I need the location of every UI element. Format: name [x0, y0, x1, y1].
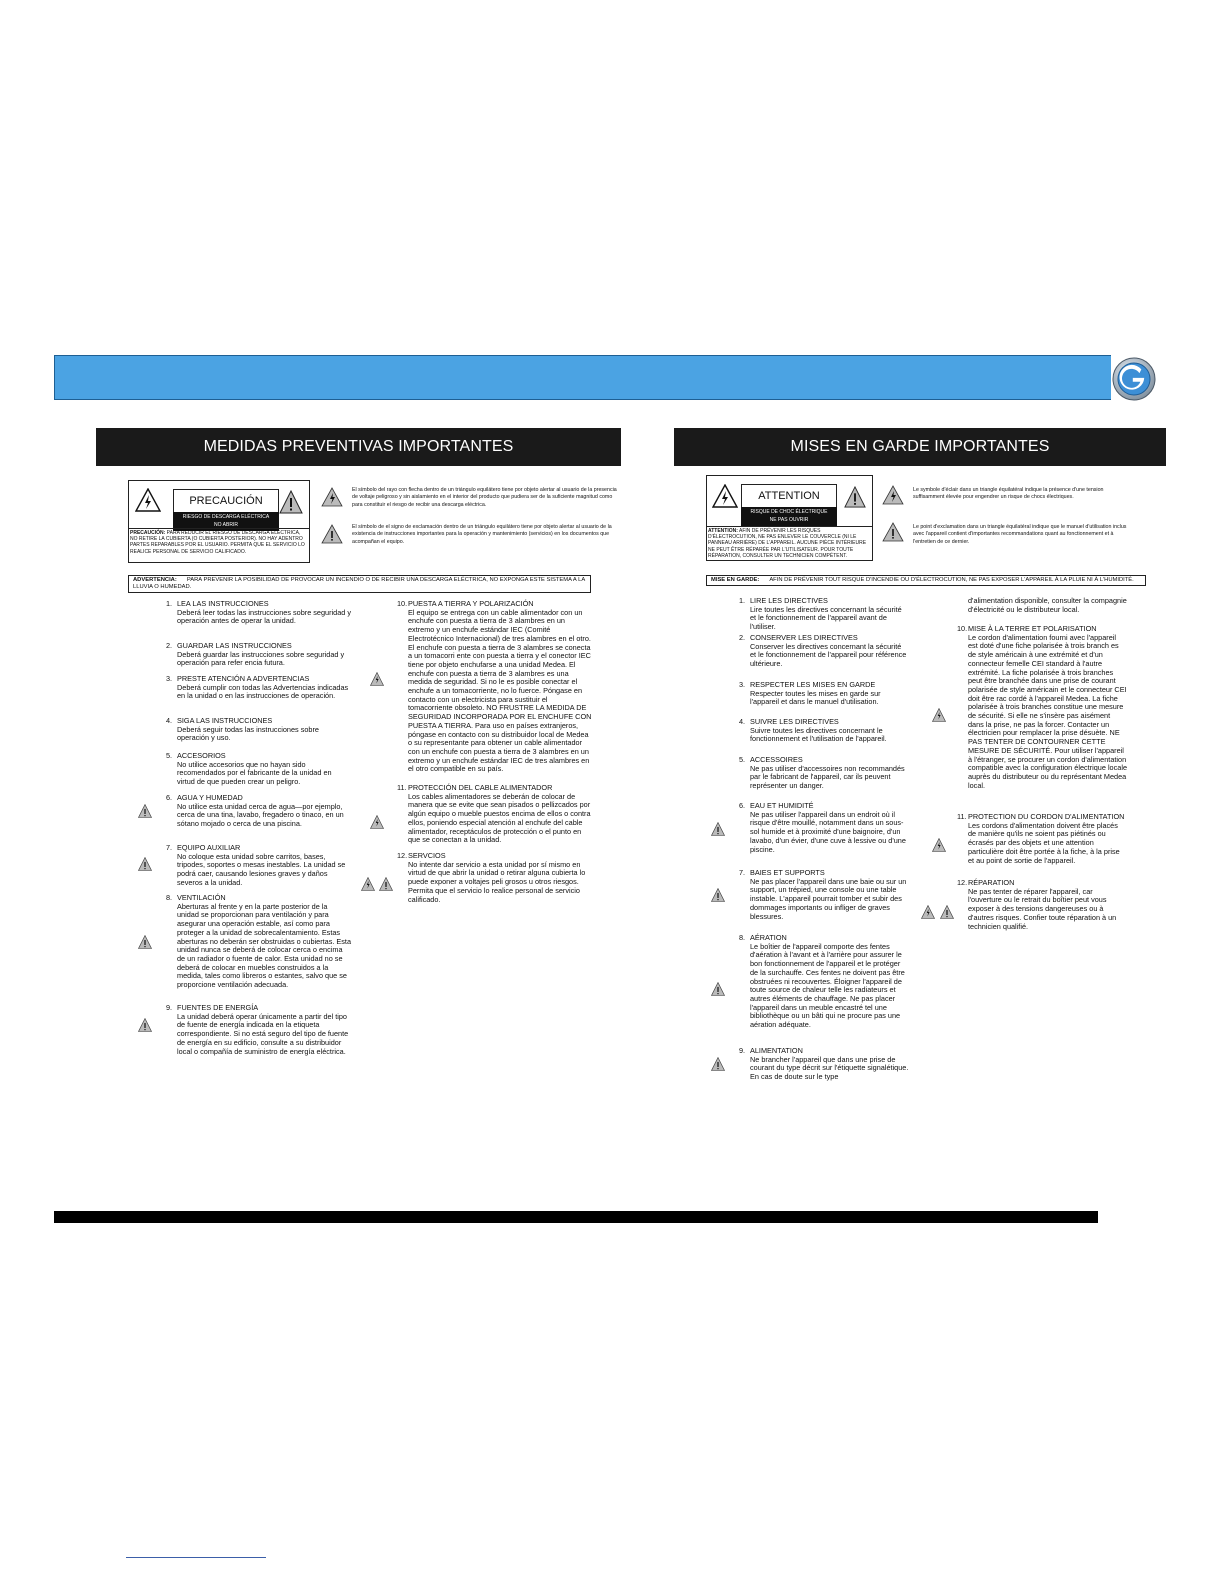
section-title-es: MEDIDAS PREVENTIVAS IMPORTANTES: [96, 428, 621, 466]
exclamation-triangle-icon: [379, 877, 393, 891]
caution-sub-fr: RISQUE DE CHOC ÉLECTRIQUE NE PAS OUVRIR: [741, 507, 837, 526]
symbol-bolt-text-fr: Le symbole d'éclair dans un triangle équilatéral indique la présence d'une tension suffisamment élevée pour engendrer un risque de chocs électriques.: [913, 487, 1104, 501]
list-item: 12.SERVCIOS No intente dar servicio a esta unidad por sí mismo en virtud de que abrir la unidad o retirar alguna cubierta lo puede exponer a voltajes peli grosos u otros riesgos. Permita que el servicio lo realice personal de servicio calificado.: [397, 851, 586, 904]
lightning-triangle-icon: [370, 815, 384, 829]
exclamation-triangle-icon: [711, 888, 725, 902]
list-item: 12.RÉPARATION Ne pas tenter de réparer l'appareil, car l'ouverture ou le retrait du boîtier peut vous exposer à des tensions dangereuses ou à d'autres risques. Confier toute réparation à un technicien qualifié.: [957, 878, 1117, 931]
warning-box-fr: MISE EN GARDE: AFIN DE PRÉVENIR TOUT RISQUE D'INCENDIE OU D'ÉLECTROCUTION, NE PAS EXPOSER L'APPAREIL À LA PLUIE NI À L'HUMIDITÉ.: [706, 575, 1146, 586]
footer-rule: [126, 1557, 266, 1558]
list-item: 1. LEA LAS INSTRUCCIONES Deberá leer todas las instrucciones sobre seguridad y operación antes de operar la unidad.: [166, 599, 352, 626]
list-item: 2. CONSERVER LES DIRECTIVES Conserver les directives concernant la sécurité et le fonctionnement de l'appareil pour référence ultérieure.: [739, 633, 907, 669]
list-item: 11.PROTECTION DU CORDON D'ALIMENTATION Les cordons d'alimentation doivent être placés de manière qu'ils ne soient pas piétinés ou écrasés par des objets et une attention particulière doit être portée à la fiche, à la prise et au point de sortie de l'appareil.: [957, 812, 1125, 865]
symbol-exclaim-text-es: El símbolo de el signo de exclamación dentro de un triángulo equilátero tiene por objeto alertar al usuario de la existencia de instrucciones importantes para la operación y mantenimiento (servicios) en los documentos que acompañan el equipo.: [352, 524, 612, 545]
header-band: [54, 355, 1111, 400]
list-item: 5. ACCESSOIRES Ne pas utiliser d'accessoires non recommandés par le fabricant de l'appareil, car ils peuvent représenter un danger.: [739, 755, 905, 791]
french-section: [674, 428, 1166, 466]
list-item: 10.MISE À LA TERRE ET POLARISATION Le cordon d'alimentation fourni avec l'appareil est doté d'une fiche polarisée à trois branch es de style américain à une extrémité et d'un connecteur femelle CEI standard à l'autre extrémité. La fiche polarisée à trois branches peut être branchée dans une prise de courant polarisée de style américain et le connecteur CEI doit être rac cordé à l'appareil Medea. La fiche polarisée à trois branches constitue une mesure de sécurité. Si elle ne s'insère pas aisément dans la prise, ne pas la forcer. Contacter un électricien pour remplacer la prise désuète. NE PAS TENTER DE CONTOURNER CETTE MESURE DE SÉCURITÉ. Pour utiliser l'appareil à l'étranger, se procurer un cordon d'alimentation compatible avec la configuration électrique locale auprès du distributeur ou du représentant Medea local.: [957, 624, 1128, 790]
lightning-triangle-icon: [921, 905, 935, 919]
exclamation-triangle-icon: [321, 524, 343, 544]
spanish-section: [96, 428, 621, 466]
exclamation-triangle-icon: [844, 486, 866, 508]
exclamation-triangle-icon: [711, 822, 725, 836]
footer-bar: [54, 1211, 1098, 1223]
list-item: 11.PROTECCIÓN DEL CABLE ALIMENTADOR Los cables alimentadores se deberán de colocar de manera que se evite que sean pisados o pellizcados por algún equipo o mueble puestos encima de ellos o contra ellos, poniendo especial atención al enchufe del cable alimentador, receptáculos de protección o el punto en que se conectan a la unidad.: [397, 783, 591, 845]
symbol-bolt-text-es: El símbolo del rayo con flecha dentro de un triángulo equilátero tiene por objeto alertar al usuario de la presencia de voltaje peligroso y sin aislamiento en el interior del producto que pudiera ser de la suficiente magnitud como para constituir el riesgo de recibir una descarga eléctrica.: [352, 487, 617, 508]
lightning-triangle-icon: [370, 672, 384, 686]
warning-box-es: ADVERTENCIA: PARA PREVENIR LA POSIBILIDAD DE PROVOCAR UN INCENDIO O DE RECIBIR UNA DESCARGA ELÉCTRICA, NO EXPONGA ESTE SISTEMA A LA LLUVIA O HUMEDAD.: [128, 575, 591, 593]
exclamation-triangle-icon: [882, 522, 904, 542]
symbol-exclaim-text-fr: Le point d'exclamation dans un triangle équilatéral indique que le manuel d'utilisation inclus avec l'appareil contient d'importantes recommandations quant au fonctionnement et à l'entretien de ce dernier.: [913, 524, 1127, 545]
list-item: 6. AGUA Y HUMEDAD No utilice esta unidad cerca de agua—por ejemplo, cerca de una tina, lavabo, fregadero o tinaco, en un sótano mojado o cerca de una piscina.: [166, 793, 344, 829]
list-item: 8. AÉRATION Le boîtier de l'appareil comporte des fentes d'aération à l'avant et à l'arrière pour assurer le bon fonctionnement de l'appareil et le protéger de la surchauffe. Ces fentes ne doivent pas être obstruées ni recouvertes. Éloigner l'appareil de toute source de chaleur telle les radiateurs et autres éléments de chauffage. Ne pas placer l'appareil dans un meuble encastré tel une bibliothèque ou un bâti qui ne procure pas une aération adéquate.: [739, 933, 905, 1030]
list-item: 5. ACCESORIOS No utilice accesorios que no hayan sido recomendados por el fabricante de la unidad en virtud de que pueden crear un peligro.: [166, 751, 332, 787]
exclamation-triangle-icon: [138, 935, 152, 949]
caution-note-fr: ATTENTION: AFIN DE PRÉVENIR LES RISQUES D'ÉLECTROCUTION, NE PAS ENLEVER LE COUVERCLE (NI LE PANNEAU ARRIÈRE) DE L'APPAREIL. AUCUNE PIÈCE INTÉRIEURE NE PEUT ÊTRE RÉPARÉE PAR L'UTILISATEUR. POUR TOUTE RÉPARATION, CONSULTER UN TECHNICIEN COMPÉTENT.: [708, 528, 867, 559]
exclamation-triangle-icon: [711, 1057, 725, 1071]
lightning-triangle-icon: [932, 708, 946, 722]
list-item: 9. FUENTES DE ENERGÍA La unidad deberá operar únicamente a partir del tipo de fuente de energía indicada en la etiqueta correspondiente. Si no está seguro del tipo de fuente de energía en su edificio, consulte a su distribuidor local o compañía de suministro de energía eléctrica.: [166, 1003, 349, 1056]
list-item: 6. EAU ET HUMIDITÉ Ne pas utiliser l'appareil dans un endroit où il risque d'être mouillé, notamment dans un sous-sol humide et à proximité d'une baignoire, d'un lavabo, d'un évier, d'une cuve à lessive ou d'une piscine.: [739, 801, 906, 854]
caution-note-es: PRECAUCIÓN: PARA REDUCIR EL RIESGO DE DESCARGA ELÉCTRICA, NO RETIRE LA CUBIERTA (O CUBIERTA POSTERIOR). NO HAY ADENTRO PARTES REPARABLES POR EL USUARIO. PERMITA QUE EL SERVICIO LO REALICE PERSONAL DE SERVICIO CALIFICADO.: [130, 530, 305, 555]
exclamation-triangle-icon: [279, 490, 303, 514]
list-item: 8. VENTILACIÓN Aberturas al frente y en la parte posterior de la unidad se proporcionan para ventilación y para asegurar una operación estable, así como para proteger a la unidad de sobrecalentamiento. Estas aberturas no deberán ser obstruidas o cubiertas. Esta unidad nunca se deberá de colocar cerca o encima de un radiador o fuente de calor. Esta unidad no se deberá de colocar en muebles construidos a la medida, tales como libreros o estantes, salvo que se proporcione ventilación adecuada.: [166, 893, 352, 990]
list-item: 3. PRESTE ATENCIÓN A ADVERTENCIAS Deberá cumplir con todas las Advertencias indicadas en la unidad o en las instrucciones de operación.: [166, 674, 349, 701]
lightning-triangle-icon: [932, 838, 946, 852]
list-item: 9. ALIMENTATION Ne brancher l'appareil que dans une prise de courant du type décrit sur l'étiquette signalétique. En cas de doute sur le type: [739, 1046, 909, 1082]
lightning-triangle-icon: [712, 484, 738, 508]
exclamation-triangle-icon: [138, 804, 152, 818]
list-item: 4. SUIVRE LES DIRECTIVES Suivre toutes les directives concernant le fonctionnement et l'utilisation de l'appareil.: [739, 717, 887, 744]
exclamation-triangle-icon: [940, 905, 954, 919]
list-item: 2. GUARDAR LAS INSTRUCCIONES Deberá guardar las instrucciones sobre seguridad y operación para refer encia futura.: [166, 641, 345, 668]
exclamation-triangle-icon: [711, 982, 725, 996]
exclamation-triangle-icon: [138, 1018, 152, 1032]
caution-title-es: PRECAUCIÓN: [173, 489, 279, 513]
g-logo-icon: [1112, 357, 1156, 401]
list-item: 7. EQUIPO AUXILIAR No coloque esta unidad sobre carritos, bases, tripodes, soportes o mesas inestables. La unidad se podrá caer, causando lesiones graves y daños severos a la unidad.: [166, 843, 346, 887]
lightning-triangle-icon: [882, 485, 904, 505]
list-item: 10.PUESTA A TIERRA Y POLARIZACIÓN El equipo se entrega con un cable alimentador con un enchufe con puesta a tierra de 3 alambres en un extremo y un enchufe estándar IEC (Comité Electrotécnico Internacional) de tres alambres en el otro. El enchufe con puesta a tierra de 3 alambres se conecta a un tomacorri ente con puesta a tierra y el conector IEC tiene por objeto enchufarse a una unidad Medea. El enchufe con puesta a tierra de 3 alambres es una medida de seguridad. Si no le es posible conectar el enchufe a un tomacorriente, no lo fuerce. Póngase en contacto con un electricista para sustituir el tomacorriente obsoleto. NO FRUSTRE LA MEDIDA DE SEGURIDAD INCORPORADA POR EL ENCHUFE CON PUESTA A TIERRA. Para uso en países extranjeros, póngase en contacto con su distribuidor local de Medea o su representante para obtener un cable alimentador con un enchufe con puesta a tierra de 3 alambres en un extremo y un enchufe estándar IEC de tres alambres en el otro compatible en su país.: [397, 599, 592, 774]
lightning-triangle-icon: [361, 877, 375, 891]
list-item: 4. SIGA LAS INSTRUCCIONES Deberá seguir todas las instrucciones sobre operación y uso.: [166, 716, 319, 743]
list-item: d'alimentation disponible, consulter la compagnie d'électricité ou le distributeur local.: [968, 596, 1127, 614]
caution-sub-es: RIESGO DE DESCARGA ELÉCTRICA NO ABRIR: [173, 512, 279, 531]
lightning-triangle-icon: [321, 487, 343, 507]
section-title-fr: MISES EN GARDE IMPORTANTES: [674, 428, 1166, 466]
exclamation-triangle-icon: [138, 857, 152, 871]
lightning-triangle-icon: [135, 488, 161, 512]
list-item: 1. LIRE LES DIRECTIVES Lire toutes les directives concernant la sécurité et le fonctionnement de l'appareil avant de l'utiliser.: [739, 596, 902, 632]
list-item: 3. RESPECTER LES MISES EN GARDE Respecter toutes les mises en garde sur l'appareil et dans le manuel d'utilisation.: [739, 680, 881, 707]
caution-title-fr: ATTENTION: [741, 484, 837, 508]
list-item: 7. BAIES ET SUPPORTS Ne pas placer l'appareil dans une baie ou sur un support, un trépied, une console ou une table instable. L'appareil pourrait tomber et subir des dommages importants ou infliger de graves blessures.: [739, 868, 907, 921]
